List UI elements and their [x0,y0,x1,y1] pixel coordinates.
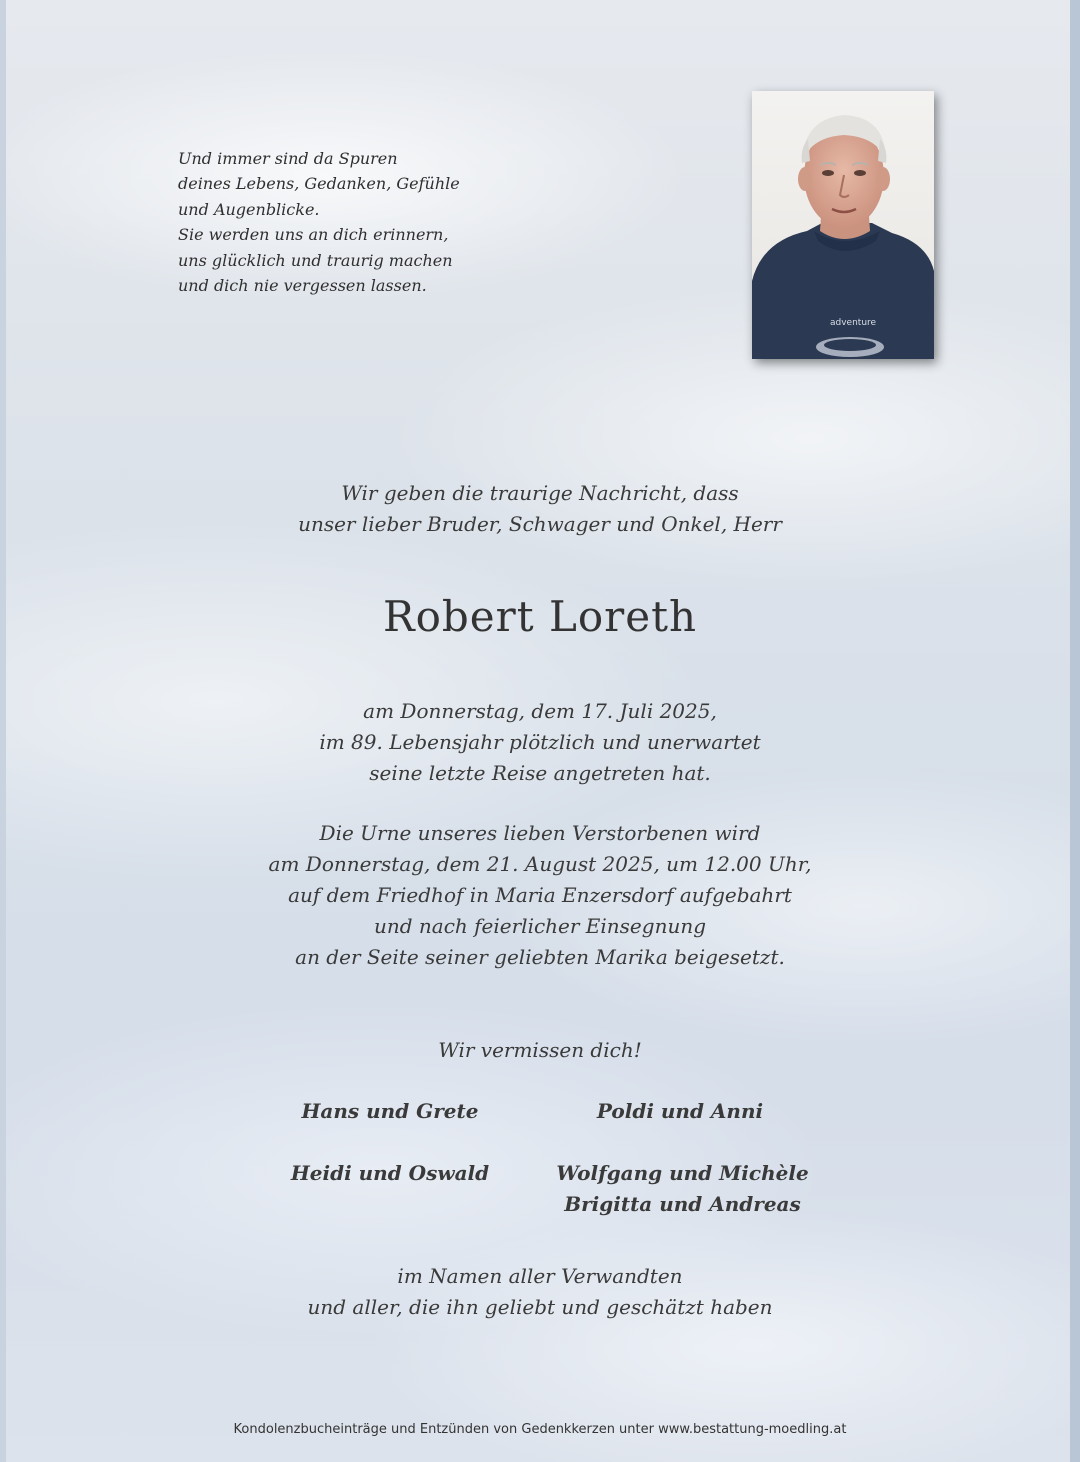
funeral-line: an der Seite seiner geliebten Marika beigesetzt. [295,945,785,969]
funeral-line: Die Urne unseres lieben Verstorbenen wird [319,821,761,845]
portrait-photo [752,91,934,359]
poem-line: Und immer sind da Spuren [178,149,398,168]
poem-line: und Augenblicke. [178,199,320,219]
death-line: seine letzte Reise angetreten hat. [369,761,711,785]
intro-line: unser lieber Bruder, Schwager und Onkel, Herr [298,512,782,536]
mourner-name: Poldi und Anni [596,1099,764,1123]
death-line: am Donnerstag, dem 17. Juli 2025, [363,699,717,723]
miss-you-text: Wir vermissen dich! [438,1038,642,1062]
mourner-name: Heidi und Oswald [290,1161,490,1185]
closing-line: und aller, die ihn geliebt und geschätzt haben [307,1295,773,1319]
funeral-line: auf dem Friedhof in Maria Enzersdorf aufgebahrt [288,883,792,907]
mourner-name: Wolfgang und Michèle [556,1161,809,1185]
announcement-intro [0,478,1080,540]
memorial-poem [178,146,518,298]
closing-text [0,1261,1080,1323]
death-line: im 89. Lebensjahr plötzlich und unerwartet [319,730,761,754]
funeral-line: und nach feierlicher Einsegnung [373,914,707,938]
funeral-line: am Donnerstag, dem 21. August 2025, um 12.00 Uhr, [268,852,812,876]
poem-line: und dich nie vergessen lassen. [178,276,427,296]
intro-line: Wir geben die traurige Nachricht, dass [341,481,739,505]
poem-line: uns glücklich und traurig machen [178,250,453,270]
deceased-name: Robert Loreth [383,592,697,641]
funeral-details [0,818,1080,973]
poem-line: deines Lebens, Gedanken, Gefühle [178,174,460,194]
mourner-name: Brigitta und Andreas [564,1192,801,1216]
mourner-name: Hans und Grete [301,1099,479,1123]
death-notice [0,696,1080,789]
svg-text:adventure: adventure [830,318,877,328]
condolence-footer: Kondolenzbucheinträge und Entzünden von Gedenkkerzen unter www.bestattung-moedling.at [233,1422,847,1437]
closing-line: im Namen aller Verwandten [397,1264,683,1288]
poem-line: Sie werden uns an dich erinnern, [178,225,449,245]
